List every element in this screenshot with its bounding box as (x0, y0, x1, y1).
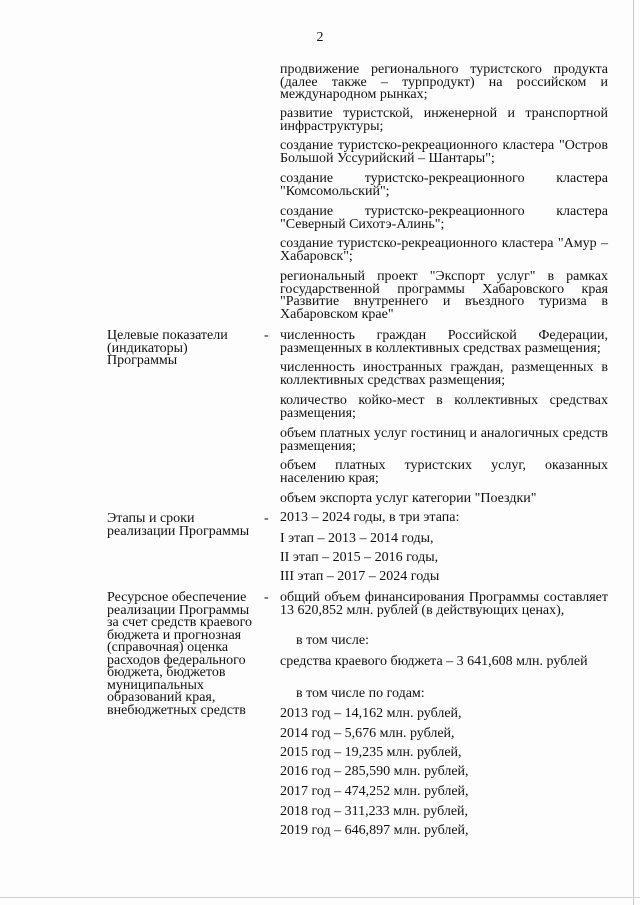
resources-year-2016: 2016 год – 285,590 млн. рублей, (280, 764, 469, 779)
indicators-dash: - (264, 328, 269, 343)
indicator-item-4: объем платных услуг гостиниц и аналогичных средств размещения; (280, 426, 608, 454)
indicator-item-5: объем платных туристских услуг, оказанных населению края; (280, 458, 608, 486)
indicator-item-1: численность граждан Российской Федерации, размещенных в коллективных средствах размещения; (280, 328, 608, 356)
resources-total: общий объем финансирования Программы составляет 13 620,852 млн. рублей (в действующих ценах), (280, 590, 608, 618)
top-item-7: региональный проект "Экспорт услуг" в рамках государственной программы Хабаровского края "Развитие внутреннего и въездного туризма в Хабаровском крае" (280, 269, 608, 322)
resources-year-2014: 2014 год – 5,676 млн. рублей, (280, 726, 455, 741)
resources-including: в том числе: (296, 633, 369, 648)
indicator-item-2: численность иностранных граждан, размещенных в коллективных средствах размещения; (280, 360, 608, 388)
top-item-4: создание туристско-рекреационного кластера "Комсомольский"; (280, 171, 608, 199)
top-item-1: продвижение регионального туристского продукта (далее также – турпродукт) на российском и международном рынках; (280, 62, 608, 102)
resources-dash: - (264, 590, 269, 605)
resources-year-2019: 2019 год – 646,897 млн. рублей, (280, 823, 469, 838)
stage-item-4: III этап – 2017 – 2024 годы (280, 569, 440, 584)
top-item-5: создание туристско-рекреационного кластера "Северный Сихотэ-Алинь"; (280, 204, 608, 232)
indicators-label: Целевые показатели (индикаторы) Программы (107, 328, 228, 368)
top-item-6: создание туристско-рекреационного кластера "Амур – Хабаровск"; (280, 236, 608, 264)
scan-bottom-line (0, 897, 640, 898)
scan-edge-line (633, 0, 634, 905)
stages-dash: - (264, 511, 269, 526)
resources-label: Ресурсное обеспечение реализации Программы за счет средств краевого бюджета и прогнозная (справочная) оценка расходов федерального бюджета, бюджетов муниципальных образований края, внебюджетных средств (107, 590, 252, 718)
resources-year-2015: 2015 год – 19,235 млн. рублей, (280, 745, 462, 760)
resources-by-year-intro: в том числе по годам: (296, 686, 425, 701)
indicator-item-6: объем экспорта услуг категории "Поездки" (280, 491, 537, 506)
stage-item-2: I этап – 2013 – 2014 годы, (280, 531, 434, 546)
resources-year-2017: 2017 год – 474,252 млн. рублей, (280, 784, 469, 799)
resources-year-2018: 2018 год – 311,233 млн. рублей, (280, 804, 469, 819)
top-item-3: создание туристско-рекреационного кластера "Остров Большой Уссурийский – Шантары"; (280, 138, 608, 166)
stages-label: Этапы и сроки реализации Программы (107, 511, 250, 539)
stage-item-1: 2013 – 2024 годы, в три этапа: (280, 510, 460, 525)
stage-item-3: II этап – 2015 – 2016 годы, (280, 550, 439, 565)
resources-year-2013: 2013 год – 14,162 млн. рублей, (280, 706, 462, 721)
indicator-item-3: количество койко-мест в коллективных средствах размещения; (280, 393, 608, 421)
resources-regional: средства краевого бюджета – 3 641,608 млн. рублей (280, 654, 588, 669)
top-item-2: развитие туристской, инженерной и транспортной инфраструктуры; (280, 106, 608, 134)
page-number: 2 (316, 30, 324, 45)
